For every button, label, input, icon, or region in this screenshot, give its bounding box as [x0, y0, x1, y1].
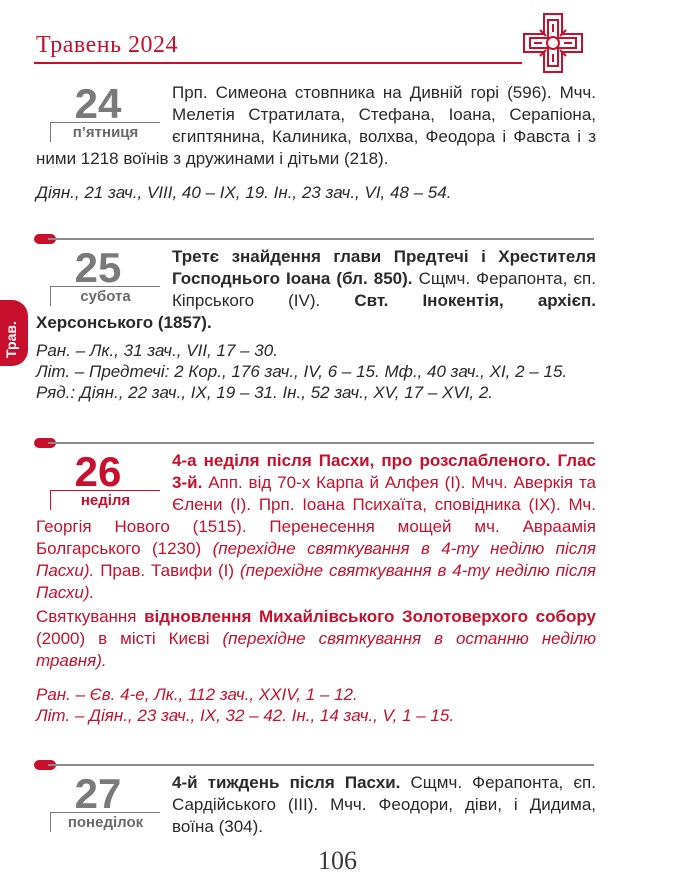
day-entry-27: [36, 772, 596, 838]
date-box: [36, 770, 160, 834]
weekday: субота: [50, 286, 160, 306]
saint-bold: Свт. Інокентія, архієп. Херсонського (1857).: [36, 291, 596, 332]
celebration-prefix: Святкування: [36, 607, 137, 626]
day-entry-25: [36, 246, 596, 403]
header-rule: [34, 62, 522, 64]
reading-matins: Ран. – Єв. 4-е, Лк., 112 зач., XXIV, 1 – 12.: [36, 685, 358, 704]
feast-title: Третє знайдення глави Предтечі і Хрестителя Господнього Іоана (бл. 850).: [172, 247, 596, 288]
transfer-note-3: (перехідне святкування в останню неділю травня).: [36, 629, 596, 670]
saints-text: Сщмч. Ферапонта, єп. Кіпрського (IV).: [172, 269, 596, 310]
day-entry-24: [36, 82, 596, 203]
saints-text-2: Прав. Тавифи (I): [100, 561, 235, 580]
side-month-label: Трав.: [3, 321, 19, 358]
day-number: 27: [74, 770, 122, 817]
weekday: неділя: [50, 490, 160, 510]
separator: [34, 442, 594, 445]
separator: [34, 764, 594, 767]
celebration-title: відновлення Михайлівського Золотоверхого собору: [144, 607, 596, 626]
feast-title: 4-й тиждень після Пасхи.: [172, 773, 401, 792]
reading: Діян., 21 зач., VIII, 40 – IX, 19. Ін., 23 зач., VI, 48 – 54.: [36, 183, 452, 202]
date-box: [36, 80, 160, 144]
feast-title: 4-а неділя після Пасхи, про розслабленого. Глас 3-й.: [172, 451, 596, 492]
saints-text: Прп. Симеона стовпника на Дивній горі (596). Мчч. Мелетія Стратилата, Стефана, Іоана, Серапіона, єгиптянина, Калиника, волхва, Феодора і Фавста і з ними 1218 воїнів з дружинами і дітьми (218).: [36, 83, 596, 168]
date-box: [36, 448, 160, 512]
reading-ordinary: Ряд.: Діян., 22 зач., IX, 19 – 31. Ін., 52 зач., XV, 17 – XVI, 2.: [36, 383, 494, 402]
celebration-suffix: (2000) в місті Києві: [36, 629, 210, 648]
side-month-tab: [0, 300, 28, 366]
separator: [34, 238, 594, 241]
weekday: п’ятниця: [50, 122, 160, 142]
transfer-note: (перехідне святкування в 4-ту неділю після Пасхи).: [36, 539, 596, 580]
saints-text: Сщмч. Ферапонта, єп. Сардійського (III). Мчч. Феодори, діви, і Дидима, воїна (304).: [172, 773, 596, 836]
cross-ornament-icon: [520, 10, 586, 76]
day-number: 24: [74, 80, 122, 127]
date-box: [36, 244, 160, 308]
reading-liturgy: Літ. – Діян., 23 зач., IX, 32 – 42. Ін., 14 зач., V, 1 – 15.: [36, 706, 455, 725]
transfer-note-2: (перехідне святкування в 4-ту неділю після Пасхи).: [36, 561, 596, 602]
reading-matins: Ран. – Лк., 31 зач., VII, 17 – 30.: [36, 341, 278, 360]
month-title: Травень 2024: [36, 32, 179, 58]
saints-text: Апп. від 70-х Карпа й Алфея (I). Мчч. Аверкія та Єлени (I). Прп. Іоана Психаїта, сповідника (IX). Мч. Георгія Нового (1515). Перенесення мощей мч. Авраамія Болгарського (1230): [36, 473, 596, 558]
day-entry-26: [36, 450, 596, 726]
page-number: 106: [318, 846, 357, 875]
reading-liturgy: Літ. – Предтечі: 2 Кор., 176 зач., IV, 6 – 15. Мф., 40 зач., XI, 2 – 15.: [36, 362, 568, 381]
day-number: 26: [74, 448, 122, 495]
day-number: 25: [74, 244, 122, 291]
weekday: понеділок: [50, 812, 160, 832]
